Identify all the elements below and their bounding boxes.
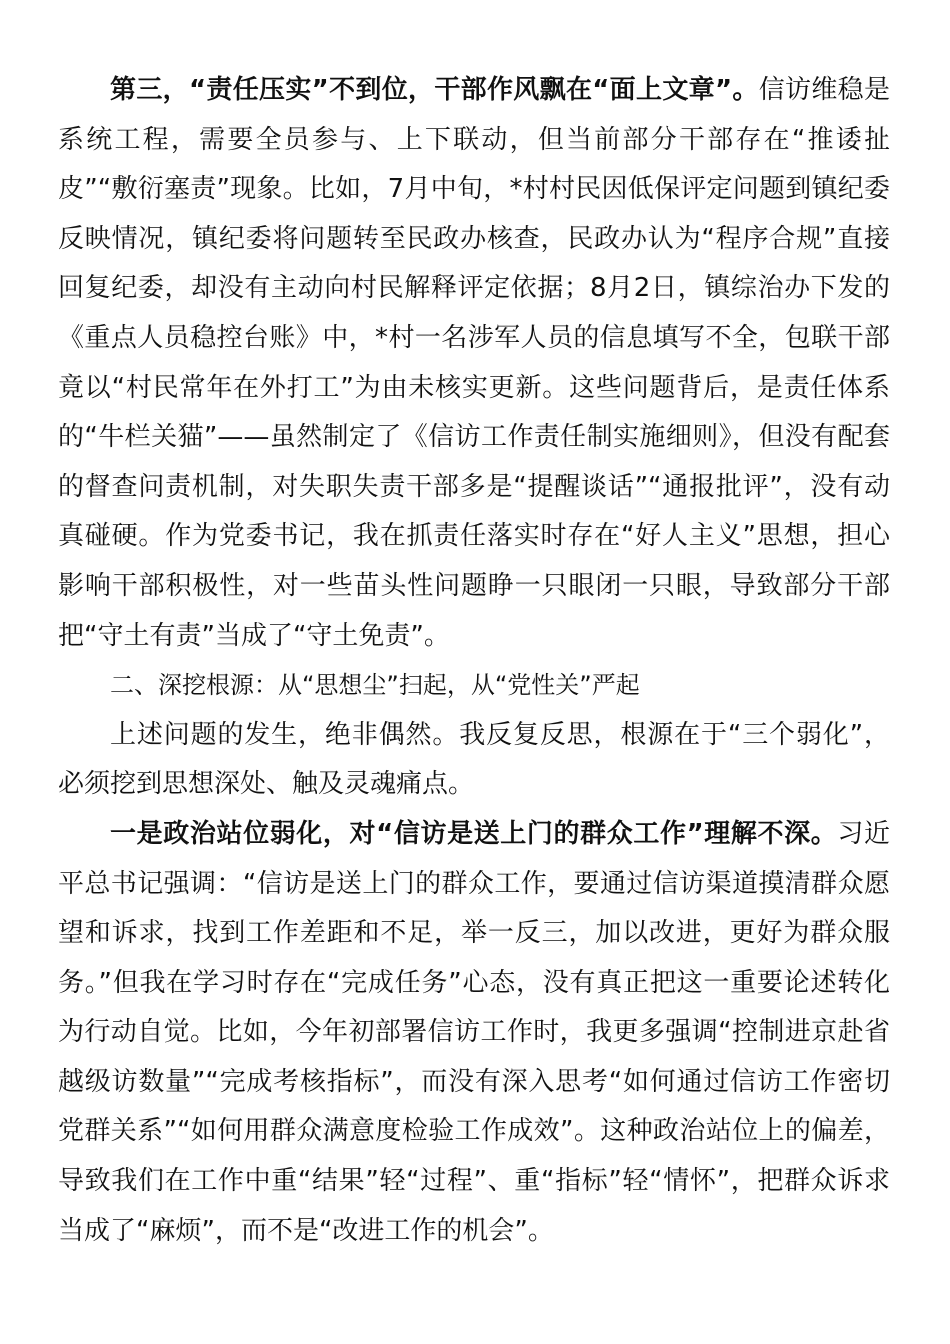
section-heading: 二、深挖根源：从“思想尘”扫起，从“党性关”严起	[110, 671, 640, 700]
paragraph-root-cause-intro: 上述问题的发生，绝非偶然。我反复反思，根源在于“三个弱化”，必须挖到思想深处、触及灵魂痛点。	[58, 719, 890, 800]
paragraph-text: 习近平总书记强调：“信访是送上门的群众工作，要通过信访渠道摸清群众愿望和诉求，找到工作差距和不足，举一反三，加以改进，更好为群众服务。”但我在学习时存在“完成任务”心态，没有真正把这一重要论述转化为行动自觉。比如，今年初部署信访工作时，我更多强调“控制进京赴省越级访数量”“完成考核指标”，而没有深入思考“如何通过信访工作密切党群关系”“如何用群众满意度检验工作成效”。这种政治站位上的偏差，导致我们在工作中重“结果”轻“过程”、重“指标”轻“情怀”，把群众诉求当成了“麻烦”，而不是“改进工作的机会”。	[58, 818, 890, 1246]
paragraph-political-stance	[58, 810, 890, 1256]
document-body	[58, 66, 890, 1256]
paragraph-lead: 第三，“责任压实”不到位，干部作风飘在“面上文章”。	[110, 75, 759, 105]
paragraph-responsibility	[58, 66, 890, 661]
paragraph-lead: 一是政治站位弱化，对“信访是送上门的群众工作”理解不深。	[110, 818, 838, 849]
paragraph-text: 信访维稳是系统工程，需要全员参与、上下联动，但当前部分干部存在“推诿扯皮”“敷衍塞责”现象。比如，7月中旬，*村村民因低保评定问题到镇纪委反映情况，镇纪委将问题转至民政办核查，民政办认为“程序合规”直接回复纪委，却没有主动向村民解释评定依据；8月2日，镇综治办下发的《重点人员稳控台账》中，*村一名涉军人员的信息填写不全，包联干部竟以“村民常年在外打工”为由未核实更新。这些问题背后，是责任体系的“牛栏关猫”——虽然制定了《信访工作责任制实施细则》，但没有配套的督查问责机制，对失职失责干部多是“提醒谈话”“通报批评”，没有动真碰硬。作为党委书记，我在抓责任落实时存在“好人主义”思想，担心影响干部积极性，对一些苗头性问题睁一只眼闭一只眼，导致部分干部把“守土有责”当成了“守土免责”。	[58, 75, 890, 651]
